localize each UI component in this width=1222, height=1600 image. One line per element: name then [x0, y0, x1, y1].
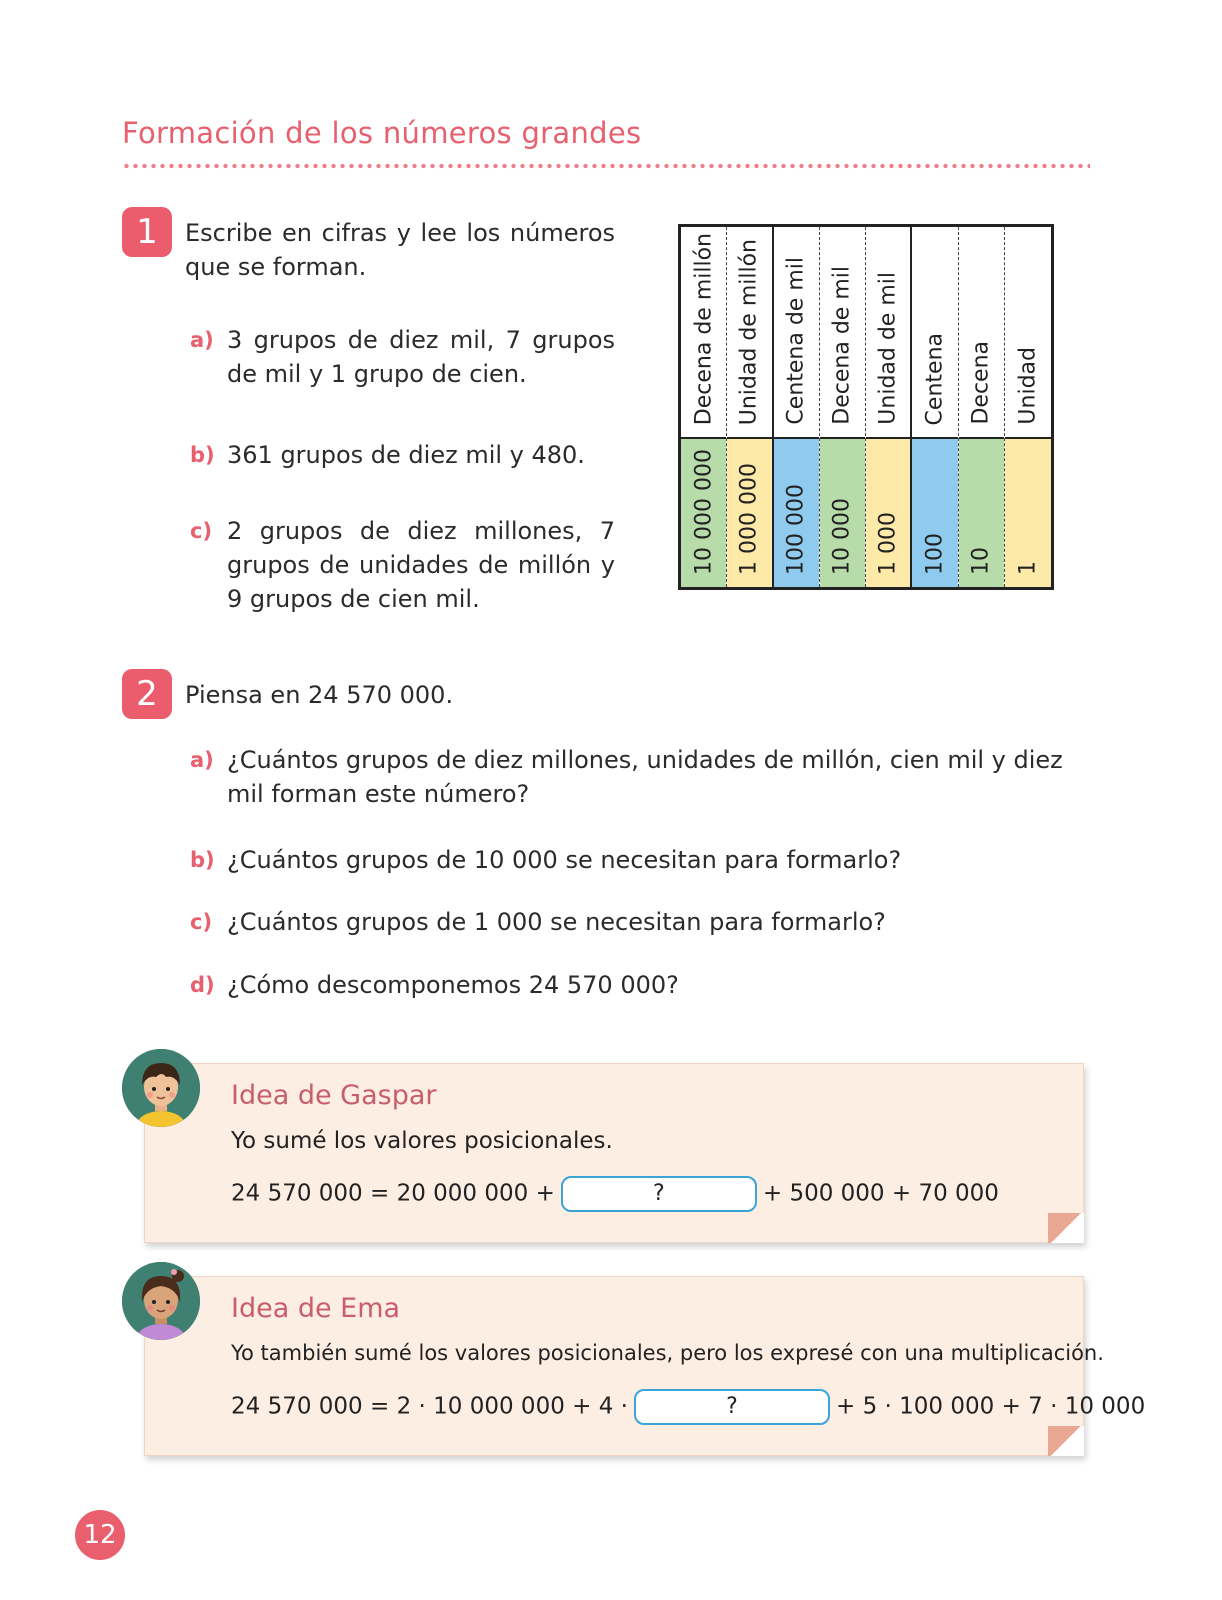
- idea-gaspar-text: Yo sumé los valores posicionales.: [231, 1128, 613, 1154]
- equation-right: + 5 · 100 000 + 7 · 10 000: [836, 1393, 1146, 1420]
- idea-gaspar-equation: [231, 1176, 999, 1212]
- pv-value: 100: [922, 533, 948, 575]
- exercise-2-prompt: Piensa en 24 570 000.: [185, 681, 454, 709]
- pv-column-decena: [959, 227, 1005, 587]
- exercise-1b-letter: b): [190, 443, 215, 467]
- exercise-1c-letter: c): [190, 519, 213, 543]
- exercise-2b-letter: b): [190, 848, 215, 872]
- pv-column-unidad: [1005, 227, 1051, 587]
- page-fold-corner: [1048, 1213, 1084, 1243]
- page-number: 12: [75, 1510, 125, 1560]
- answer-blank[interactable]: ?: [634, 1389, 830, 1425]
- exercise-1a-letter: a): [190, 328, 214, 352]
- pv-value: 1: [1015, 561, 1041, 575]
- exercise-2d-text: ¿Cómo descomponemos 24 570 000?: [227, 971, 679, 999]
- exercise-1c-text: 2 grupos de diez millones, 7 grupos de unidades de millón y 9 grupos de cien mil.: [227, 517, 615, 613]
- idea-gaspar-card: [144, 1063, 1084, 1243]
- exercise-2b-text: ¿Cuántos grupos de 10 000 se necesitan para formarlo?: [227, 846, 902, 874]
- pv-header: Decena de mil: [829, 266, 855, 425]
- exercise-1b-text: 361 grupos de diez mil y 480.: [227, 441, 585, 469]
- pv-column-decena-mil: [820, 227, 866, 587]
- gaspar-avatar: [122, 1049, 200, 1127]
- pv-header: Unidad de millón: [736, 238, 762, 425]
- idea-ema-equation: [231, 1389, 1145, 1425]
- equation-left: 24 570 000 = 2 · 10 000 000 + 4 ·: [231, 1393, 628, 1420]
- pv-header: Unidad: [1015, 347, 1041, 425]
- ema-avatar: [122, 1262, 200, 1340]
- exercise-1-badge: 1: [122, 207, 172, 257]
- exercise-2-badge: 2: [122, 669, 172, 719]
- pv-column-decena-millon: [681, 227, 727, 587]
- idea-ema-text: Yo también sumé los valores posicionales, pero los expresé con una multiplicación.: [231, 1341, 1104, 1365]
- pv-header: Centena: [922, 332, 948, 425]
- idea-ema-title: Idea de Ema: [231, 1293, 401, 1324]
- pv-column-unidad-millon: [727, 227, 773, 587]
- pv-column-unidad-mil: [866, 227, 912, 587]
- equation-left: 24 570 000 = 20 000 000 +: [231, 1180, 555, 1207]
- pv-header: Unidad de mil: [875, 272, 901, 425]
- exercise-2d-letter: d): [190, 973, 215, 997]
- pv-header: Centena de mil: [783, 257, 809, 425]
- equation-right: + 500 000 + 70 000: [762, 1180, 999, 1207]
- exercise-2c-letter: c): [190, 910, 213, 934]
- pv-value: 100 000: [783, 484, 809, 575]
- pv-value: 10 000: [829, 498, 855, 575]
- exercise-2c-text: ¿Cuántos grupos de 1 000 se necesitan para formarlo?: [227, 908, 886, 936]
- page-fold-corner: [1048, 1426, 1084, 1456]
- pv-column-centena: [912, 227, 958, 587]
- idea-gaspar-title: Idea de Gaspar: [231, 1080, 437, 1111]
- exercise-2a-text: ¿Cuántos grupos de diez millones, unidades de millón, cien mil y diez mil forman este número?: [227, 746, 1063, 808]
- pv-value: 1 000: [875, 512, 901, 575]
- place-value-table: [678, 224, 1054, 590]
- exercise-2a-letter: a): [190, 748, 214, 772]
- dotted-divider: [122, 163, 1090, 169]
- answer-blank[interactable]: ?: [561, 1176, 757, 1212]
- exercise-1-prompt: Escribe en cifras y lee los números que se forman.: [185, 219, 615, 281]
- pv-value: 10 000 000: [691, 449, 717, 575]
- pv-column-centena-mil: [774, 227, 820, 587]
- pv-value: 1 000 000: [736, 463, 762, 575]
- pv-header: Decena: [968, 341, 994, 425]
- exercise-1a-text: 3 grupos de diez mil, 7 grupos de mil y 1 grupo de cien.: [227, 326, 615, 388]
- pv-value: 10: [968, 547, 994, 575]
- pv-header: Decena de millón: [691, 232, 717, 425]
- section-title: Formación de los números grandes: [122, 116, 642, 150]
- idea-ema-card: [144, 1276, 1146, 1456]
